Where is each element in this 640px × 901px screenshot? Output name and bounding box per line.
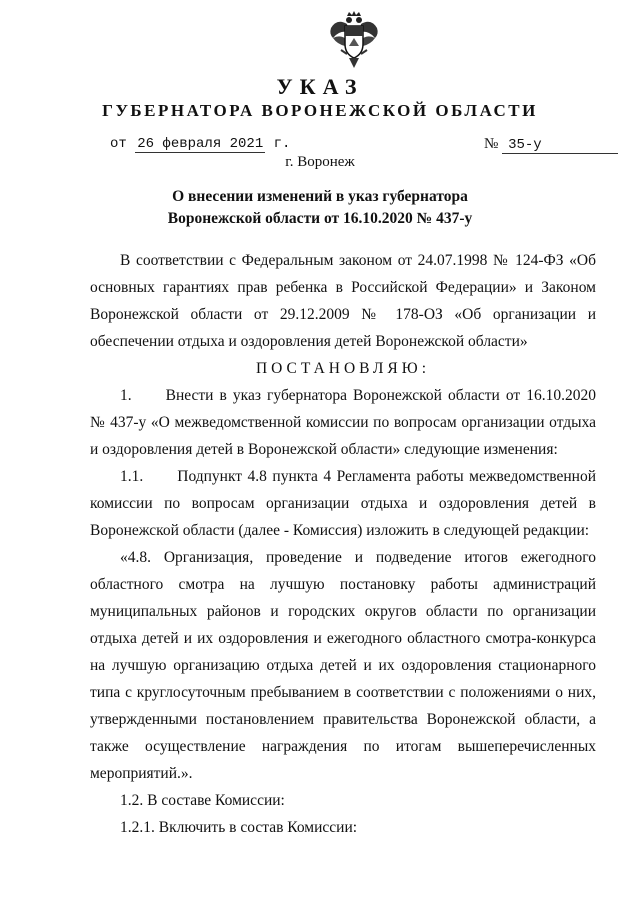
- decree-word: ПОСТАНОВЛЯЮ:: [255, 360, 431, 377]
- item-1-paragraph: [90, 382, 596, 463]
- coat-of-arms-emblem: [327, 10, 381, 72]
- item-1-1-number: 1.1.: [120, 468, 144, 485]
- document-body: [90, 247, 596, 841]
- quoted-subclause: «4.8. Организация, проведение и подведение итогов ежегодного областного смотра на лучшую постановку работы администраций муниципальных районов и городских округов области по организации отдыха детей и их оздоровления и ежегодного областного смотра-конкурса на лучшую организацию отдыха детей и их оздоровления стационарного типа с круглосуточным пребыванием в соответствии с положениями о них, утвержденными постановлением правительства Воронежской области, а также осуществление награждения по итогам вышеперечисленных мероприятий.».: [90, 549, 596, 782]
- document-date: [110, 136, 290, 152]
- date-value: 26 февраля 2021: [137, 136, 264, 152]
- document-subject: [0, 186, 640, 230]
- preamble-paragraph: В соответствии с Федеральным законом от 24.07.1998 № 124-ФЗ «Об основных гарантиях прав ребенка в Российской Федерации» и Законом Воронежской области от 29.12.2009 № 178-ОЗ «Об организации и обеспечении отдыха и оздоровления детей Воронежской области»: [90, 252, 596, 350]
- date-prefix: от: [110, 136, 127, 152]
- item-1-text: Внести в указ губернатора Воронежской области от 16.10.2020 № 437-у «О межведомственной комиссии по вопросам организации отдыха и оздоровления детей в Воронежской области» следующие изменения:: [90, 387, 596, 458]
- document-number: [484, 136, 618, 154]
- number-label: №: [484, 136, 499, 152]
- item-1-1-paragraph: [90, 463, 596, 544]
- date-suffix: г.: [273, 136, 291, 152]
- item-1-1-text: Подпункт 4.8 пункта 4 Регламента работы межведомственной комиссии по вопросам организации отдыха и оздоровления детей в Воронежской области (далее - Комиссия) изложить в следующей редакции:: [90, 468, 596, 539]
- item-1-2-1-paragraph: 1.2.1. Включить в состав Комиссии:: [120, 819, 358, 836]
- city-label: г. Воронеж: [285, 154, 355, 170]
- item-1-number: 1.: [120, 387, 132, 404]
- subject-line-2: Воронежской области от 16.10.2020 № 437-у: [167, 210, 473, 227]
- subject-line-1: О внесении изменений в указ губернатора: [172, 188, 468, 205]
- number-value: 35-у: [502, 137, 618, 154]
- issuer-heading: ГУБЕРНАТОРА ВОРОНЕЖСКОЙ ОБЛАСТИ: [102, 101, 538, 120]
- item-1-2-paragraph: 1.2. В составе Комиссии:: [120, 792, 285, 809]
- document-type-heading: УКАЗ: [276, 74, 364, 99]
